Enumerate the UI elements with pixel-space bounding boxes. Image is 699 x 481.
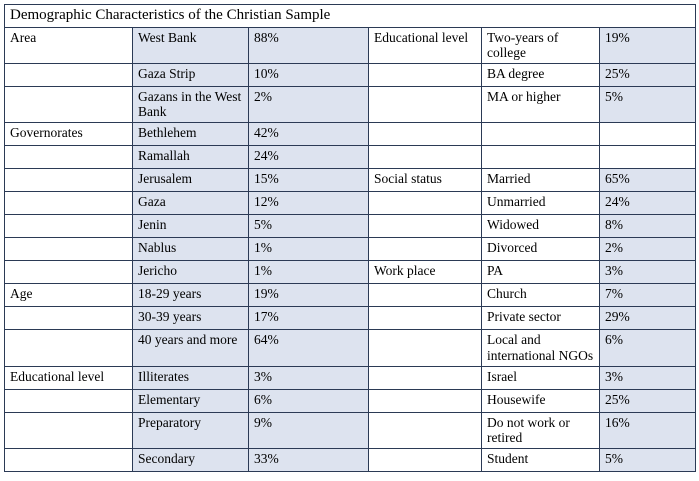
table-row: [5, 284, 696, 307]
cell-workplace-label: Housewife: [482, 389, 600, 412]
table-row: [5, 64, 696, 87]
cell-empty: [600, 123, 696, 146]
cell-workplace-label: PA: [482, 261, 600, 284]
table-row: [5, 146, 696, 169]
cell-edu-label: BA degree: [482, 64, 600, 87]
cell-governorate-label: Nablus: [133, 238, 249, 261]
cell-governorate-value: 42%: [249, 123, 369, 146]
cell-governorate-label: Ramallah: [133, 146, 249, 169]
table-row: [5, 238, 696, 261]
cell-edu-level-label: Illiterates: [133, 366, 249, 389]
cell-empty: [369, 123, 482, 146]
cell-empty: [5, 169, 133, 192]
cell-edu-label: Two-years of college: [482, 28, 600, 64]
cell-governorates-category: Governorates: [5, 123, 133, 146]
cell-area-value: 2%: [249, 87, 369, 123]
cell-governorate-label: Bethlehem: [133, 123, 249, 146]
cell-empty: [5, 412, 133, 448]
cell-area-value: 88%: [249, 28, 369, 64]
table-row: [5, 192, 696, 215]
table-row: [5, 215, 696, 238]
cell-empty: [5, 448, 133, 471]
cell-empty: [600, 146, 696, 169]
cell-age-category: Age: [5, 284, 133, 307]
table-row: [5, 307, 696, 330]
cell-age-value: 19%: [249, 284, 369, 307]
table-title-row: [5, 5, 696, 28]
cell-workplace-label: Local and international NGOs: [482, 330, 600, 366]
cell-workplace-label: Israel: [482, 366, 600, 389]
cell-age-value: 17%: [249, 307, 369, 330]
cell-social-status-label: Widowed: [482, 215, 600, 238]
cell-empty: [369, 238, 482, 261]
cell-workplace-value: 6%: [600, 330, 696, 366]
cell-age-label: 18-29 years: [133, 284, 249, 307]
cell-age-label: 30-39 years: [133, 307, 249, 330]
cell-empty: [369, 330, 482, 366]
cell-governorate-label: Gaza: [133, 192, 249, 215]
cell-edu-value: 5%: [600, 87, 696, 123]
cell-area-label: Gaza Strip: [133, 64, 249, 87]
cell-workplace-label: Private sector: [482, 307, 600, 330]
cell-edu-level-value: 9%: [249, 412, 369, 448]
cell-empty: [5, 192, 133, 215]
cell-workplace-value: 3%: [600, 366, 696, 389]
table-row: [5, 87, 696, 123]
cell-area-category: Area: [5, 28, 133, 64]
cell-workplace-value: 16%: [600, 412, 696, 448]
table-row: [5, 366, 696, 389]
cell-edu-level-category: Educational level: [5, 366, 133, 389]
cell-governorate-value: 1%: [249, 261, 369, 284]
cell-empty: [369, 192, 482, 215]
cell-workplace-value: 25%: [600, 389, 696, 412]
table-row: [5, 169, 696, 192]
cell-social-status-value: 2%: [600, 238, 696, 261]
cell-empty: [482, 146, 600, 169]
cell-social-status-label: Divorced: [482, 238, 600, 261]
cell-empty: [5, 215, 133, 238]
cell-edu-level-value: 33%: [249, 448, 369, 471]
cell-social-status-label: Married: [482, 169, 600, 192]
cell-workplace-value: 3%: [600, 261, 696, 284]
cell-social-status-value: 24%: [600, 192, 696, 215]
cell-empty: [482, 123, 600, 146]
cell-workplace-label: Do not work or retired: [482, 412, 600, 448]
cell-workplace-value: 29%: [600, 307, 696, 330]
cell-empty: [369, 146, 482, 169]
page-title: Demographic Characteristics of the Christian Sample: [5, 5, 696, 28]
table-row: [5, 389, 696, 412]
demographic-table: [4, 4, 696, 472]
cell-governorate-value: 5%: [249, 215, 369, 238]
cell-empty: [5, 261, 133, 284]
cell-workplace-label: Student: [482, 448, 600, 471]
cell-empty: [5, 146, 133, 169]
cell-social-status-value: 8%: [600, 215, 696, 238]
table-row: [5, 28, 696, 64]
cell-empty: [369, 64, 482, 87]
table-row: [5, 412, 696, 448]
cell-empty: [5, 87, 133, 123]
cell-edu-level-label: Secondary: [133, 448, 249, 471]
cell-empty: [5, 238, 133, 261]
cell-workplace-label: Church: [482, 284, 600, 307]
cell-social-status-value: 65%: [600, 169, 696, 192]
cell-edu-level-label: Elementary: [133, 389, 249, 412]
cell-empty: [369, 412, 482, 448]
cell-governorate-label: Jerusalem: [133, 169, 249, 192]
cell-empty: [369, 215, 482, 238]
cell-empty: [369, 366, 482, 389]
cell-governorate-value: 15%: [249, 169, 369, 192]
cell-empty: [369, 87, 482, 123]
cell-age-value: 64%: [249, 330, 369, 366]
cell-governorate-label: Jenin: [133, 215, 249, 238]
cell-social-status-label: Unmarried: [482, 192, 600, 215]
cell-edu-value: 25%: [600, 64, 696, 87]
cell-governorate-value: 12%: [249, 192, 369, 215]
table-row: [5, 123, 696, 146]
cell-workplace-value: 5%: [600, 448, 696, 471]
cell-area-label: Gazans in the West Bank: [133, 87, 249, 123]
cell-empty: [369, 389, 482, 412]
cell-social-status-category: Social status: [369, 169, 482, 192]
cell-governorate-value: 1%: [249, 238, 369, 261]
cell-empty: [5, 307, 133, 330]
table-row: [5, 448, 696, 471]
cell-edu-label: MA or higher: [482, 87, 600, 123]
table-row: [5, 330, 696, 366]
cell-edu-level-value: 6%: [249, 389, 369, 412]
cell-area-value: 10%: [249, 64, 369, 87]
cell-empty: [369, 448, 482, 471]
cell-empty: [369, 307, 482, 330]
cell-empty: [369, 284, 482, 307]
cell-edu-level-label: Preparatory: [133, 412, 249, 448]
cell-edu-value: 19%: [600, 28, 696, 64]
cell-area-label: West Bank: [133, 28, 249, 64]
cell-edu-level-value: 3%: [249, 366, 369, 389]
cell-empty: [5, 330, 133, 366]
table-row: [5, 261, 696, 284]
cell-workplace-category: Work place: [369, 261, 482, 284]
cell-governorate-value: 24%: [249, 146, 369, 169]
cell-empty: [5, 64, 133, 87]
cell-governorate-label: Jericho: [133, 261, 249, 284]
cell-workplace-value: 7%: [600, 284, 696, 307]
cell-edu-category: Educational level: [369, 28, 482, 64]
cell-age-label: 40 years and more: [133, 330, 249, 366]
cell-empty: [5, 389, 133, 412]
